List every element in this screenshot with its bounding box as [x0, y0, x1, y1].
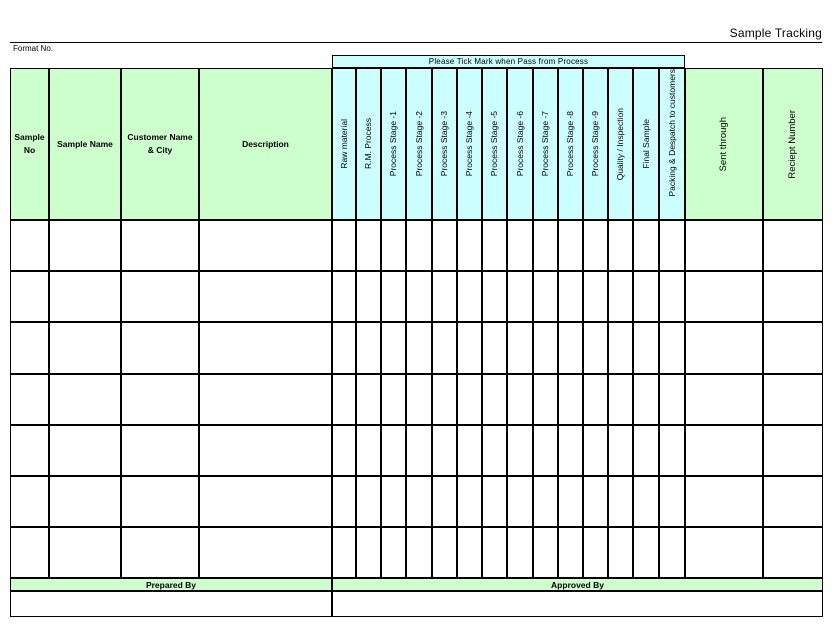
table-cell[interactable] [121, 425, 199, 476]
table-cell[interactable] [533, 322, 558, 373]
table-cell[interactable] [49, 476, 121, 527]
header-process-2-label: R.M. Process [363, 118, 374, 170]
table-cell[interactable] [558, 527, 583, 578]
table-cell[interactable] [558, 220, 583, 271]
header-process-12-label: Quality / Inspection [615, 107, 626, 181]
table-cell[interactable] [10, 271, 49, 322]
table-cell[interactable] [482, 374, 507, 425]
process-banner [332, 55, 685, 68]
header-process-12 [608, 68, 633, 220]
table-cell[interactable] [356, 322, 381, 373]
header-process-13 [633, 68, 659, 220]
table-cell[interactable] [558, 374, 583, 425]
table-cell[interactable] [608, 322, 633, 373]
table-cell[interactable] [583, 271, 608, 322]
header-process-9 [533, 68, 558, 220]
table-cell[interactable] [381, 476, 406, 527]
table-cell[interactable] [608, 425, 633, 476]
table-cell[interactable] [406, 322, 432, 373]
table-cell[interactable] [685, 220, 763, 271]
table-cell[interactable] [406, 220, 432, 271]
table-cell[interactable] [406, 374, 432, 425]
header-sample-no-label: Sample No [14, 132, 45, 155]
table-cell[interactable] [49, 527, 121, 578]
table-cell[interactable] [533, 220, 558, 271]
table-cell[interactable] [507, 476, 533, 527]
table-cell[interactable] [457, 425, 482, 476]
table-cell[interactable] [482, 527, 507, 578]
table-cell[interactable] [685, 527, 763, 578]
table-cell[interactable] [381, 527, 406, 578]
table-cell[interactable] [685, 322, 763, 373]
table-cell[interactable] [332, 374, 356, 425]
table-cell[interactable] [659, 527, 685, 578]
table-cell[interactable] [533, 476, 558, 527]
table-cell[interactable] [199, 271, 332, 322]
table-cell[interactable] [432, 220, 457, 271]
header-right-2-label: Reciept Number [787, 109, 799, 179]
table-cell[interactable] [121, 527, 199, 578]
header-process-10-label: Process Stage -8 [565, 111, 576, 177]
table-cell[interactable] [457, 476, 482, 527]
table-cell[interactable] [583, 425, 608, 476]
table-cell[interactable] [332, 220, 356, 271]
header-process-7 [482, 68, 507, 220]
table-cell[interactable] [482, 220, 507, 271]
table-cell[interactable] [685, 374, 763, 425]
table-cell[interactable] [633, 425, 659, 476]
table-cell[interactable] [332, 527, 356, 578]
table-cell[interactable] [608, 271, 633, 322]
table-cell[interactable] [633, 322, 659, 373]
table-cell[interactable] [482, 322, 507, 373]
table-cell[interactable] [763, 476, 823, 527]
table-cell[interactable] [381, 374, 406, 425]
table-cell[interactable] [432, 527, 457, 578]
table-cell[interactable] [10, 476, 49, 527]
table-cell[interactable] [356, 425, 381, 476]
header-right-1-label: Sent through [718, 116, 730, 172]
table-cell[interactable] [659, 271, 685, 322]
header-process-1 [332, 68, 356, 220]
approved-by-header [332, 578, 823, 591]
table-cell[interactable] [507, 425, 533, 476]
table-cell[interactable] [608, 476, 633, 527]
table-cell[interactable] [10, 527, 49, 578]
table-cell[interactable] [199, 220, 332, 271]
header-description [199, 68, 332, 220]
table-cell[interactable] [406, 527, 432, 578]
table-cell[interactable] [558, 425, 583, 476]
table-cell[interactable] [432, 271, 457, 322]
header-sample-name-label: Sample Name [57, 138, 113, 149]
table-cell[interactable] [685, 271, 763, 322]
table-cell[interactable] [432, 374, 457, 425]
table-cell[interactable] [659, 322, 685, 373]
table-cell[interactable] [356, 476, 381, 527]
table-cell[interactable] [10, 220, 49, 271]
table-cell[interactable] [432, 476, 457, 527]
table-cell[interactable] [49, 374, 121, 425]
table-cell[interactable] [685, 476, 763, 527]
table-cell[interactable] [633, 476, 659, 527]
table-cell[interactable] [356, 271, 381, 322]
table-cell[interactable] [633, 527, 659, 578]
header-process-2 [356, 68, 381, 220]
table-cell[interactable] [685, 425, 763, 476]
header-description-label: Description [242, 138, 289, 149]
table-cell[interactable] [199, 476, 332, 527]
table-cell[interactable] [199, 425, 332, 476]
table-cell[interactable] [633, 271, 659, 322]
table-cell[interactable] [10, 425, 49, 476]
table-cell[interactable] [457, 322, 482, 373]
table-cell[interactable] [199, 374, 332, 425]
table-cell[interactable] [49, 220, 121, 271]
table-cell[interactable] [332, 271, 356, 322]
table-cell[interactable] [533, 271, 558, 322]
table-cell[interactable] [457, 220, 482, 271]
header-process-9-label: Process Stage -7 [540, 111, 551, 177]
table-cell[interactable] [763, 374, 823, 425]
table-cell[interactable] [763, 220, 823, 271]
header-process-3 [381, 68, 406, 220]
header-process-14 [659, 68, 685, 220]
table-cell[interactable] [457, 527, 482, 578]
table-cell[interactable] [121, 220, 199, 271]
header-process-10 [558, 68, 583, 220]
prepared-by-signature-field[interactable] [10, 591, 332, 617]
table-cell[interactable] [199, 527, 332, 578]
table-cell[interactable] [482, 476, 507, 527]
table-cell[interactable] [121, 271, 199, 322]
table-cell[interactable] [763, 425, 823, 476]
table-cell[interactable] [121, 322, 199, 373]
table-cell[interactable] [356, 220, 381, 271]
table-cell[interactable] [763, 271, 823, 322]
table-cell[interactable] [583, 527, 608, 578]
prepared-by-header [10, 578, 332, 591]
header-process-4 [406, 68, 432, 220]
header-process-14-label: Packing & Despatch to customers [666, 69, 677, 197]
header-process-7-label: Process Stage -5 [489, 111, 500, 177]
table-cell[interactable] [10, 322, 49, 373]
table-cell[interactable] [507, 527, 533, 578]
table-cell[interactable] [763, 322, 823, 373]
table-cell[interactable] [583, 374, 608, 425]
table-cell[interactable] [199, 322, 332, 373]
header-sample-no [10, 68, 49, 220]
table-cell[interactable] [659, 220, 685, 271]
table-cell[interactable] [49, 322, 121, 373]
table-cell[interactable] [121, 374, 199, 425]
table-cell[interactable] [406, 425, 432, 476]
approved-by-signature-field[interactable] [332, 591, 823, 617]
header-process-1-label: Raw material [338, 119, 349, 169]
table-cell[interactable] [457, 271, 482, 322]
table-cell[interactable] [507, 374, 533, 425]
header-process-6 [457, 68, 482, 220]
format-number-label: Format No. [13, 44, 54, 53]
header-process-4-label: Process Stage -2 [413, 111, 424, 177]
header-customer-label: Customer Name & City [127, 132, 193, 155]
table-cell[interactable] [49, 271, 121, 322]
page-title: Sample Tracking [729, 26, 822, 40]
header-process-3-label: Process Stage -1 [388, 111, 399, 177]
table-cell[interactable] [49, 425, 121, 476]
table-cell[interactable] [533, 527, 558, 578]
table-cell[interactable] [507, 271, 533, 322]
header-process-11 [583, 68, 608, 220]
header-customer [121, 68, 199, 220]
table-cell[interactable] [583, 476, 608, 527]
table-cell[interactable] [583, 322, 608, 373]
header-process-5 [432, 68, 457, 220]
table-cell[interactable] [633, 220, 659, 271]
header-process-8-label: Process Stage -6 [514, 111, 525, 177]
table-cell[interactable] [533, 374, 558, 425]
table-cell[interactable] [332, 476, 356, 527]
table-cell[interactable] [558, 271, 583, 322]
prepared-by-label: Prepared By [145, 579, 197, 590]
table-cell[interactable] [356, 527, 381, 578]
header-process-13-label: Final Sample [640, 119, 651, 169]
table-cell[interactable] [608, 220, 633, 271]
table-cell[interactable] [121, 476, 199, 527]
table-cell[interactable] [381, 425, 406, 476]
approved-by-label: Approved By [551, 579, 604, 590]
table-cell[interactable] [406, 476, 432, 527]
table-cell[interactable] [356, 374, 381, 425]
header-process-11-label: Process Stage -9 [590, 111, 601, 177]
table-cell[interactable] [659, 374, 685, 425]
header-sample-name [49, 68, 121, 220]
table-cell[interactable] [381, 271, 406, 322]
table-cell[interactable] [583, 220, 608, 271]
header-process-6-label: Process Stage -4 [464, 111, 475, 177]
table-cell[interactable] [558, 476, 583, 527]
table-cell[interactable] [633, 374, 659, 425]
process-banner-text: Please Tick Mark when Pass from Process [428, 57, 589, 66]
table-cell[interactable] [763, 527, 823, 578]
table-cell[interactable] [457, 374, 482, 425]
header-process-8 [507, 68, 533, 220]
table-cell[interactable] [381, 322, 406, 373]
table-cell[interactable] [659, 425, 685, 476]
header-process-5-label: Process Stage -3 [439, 111, 450, 177]
table-cell[interactable] [432, 322, 457, 373]
table-cell[interactable] [406, 271, 432, 322]
table-cell[interactable] [332, 322, 356, 373]
table-cell[interactable] [507, 220, 533, 271]
table-cell[interactable] [608, 527, 633, 578]
table-cell[interactable] [533, 425, 558, 476]
table-cell[interactable] [482, 271, 507, 322]
table-cell[interactable] [608, 374, 633, 425]
table-cell[interactable] [332, 425, 356, 476]
table-cell[interactable] [659, 476, 685, 527]
table-cell[interactable] [507, 322, 533, 373]
table-cell[interactable] [558, 322, 583, 373]
table-cell[interactable] [482, 425, 507, 476]
header-right-1 [685, 68, 763, 220]
header-right-2 [763, 68, 823, 220]
table-cell[interactable] [381, 220, 406, 271]
table-cell[interactable] [432, 425, 457, 476]
table-cell[interactable] [10, 374, 49, 425]
